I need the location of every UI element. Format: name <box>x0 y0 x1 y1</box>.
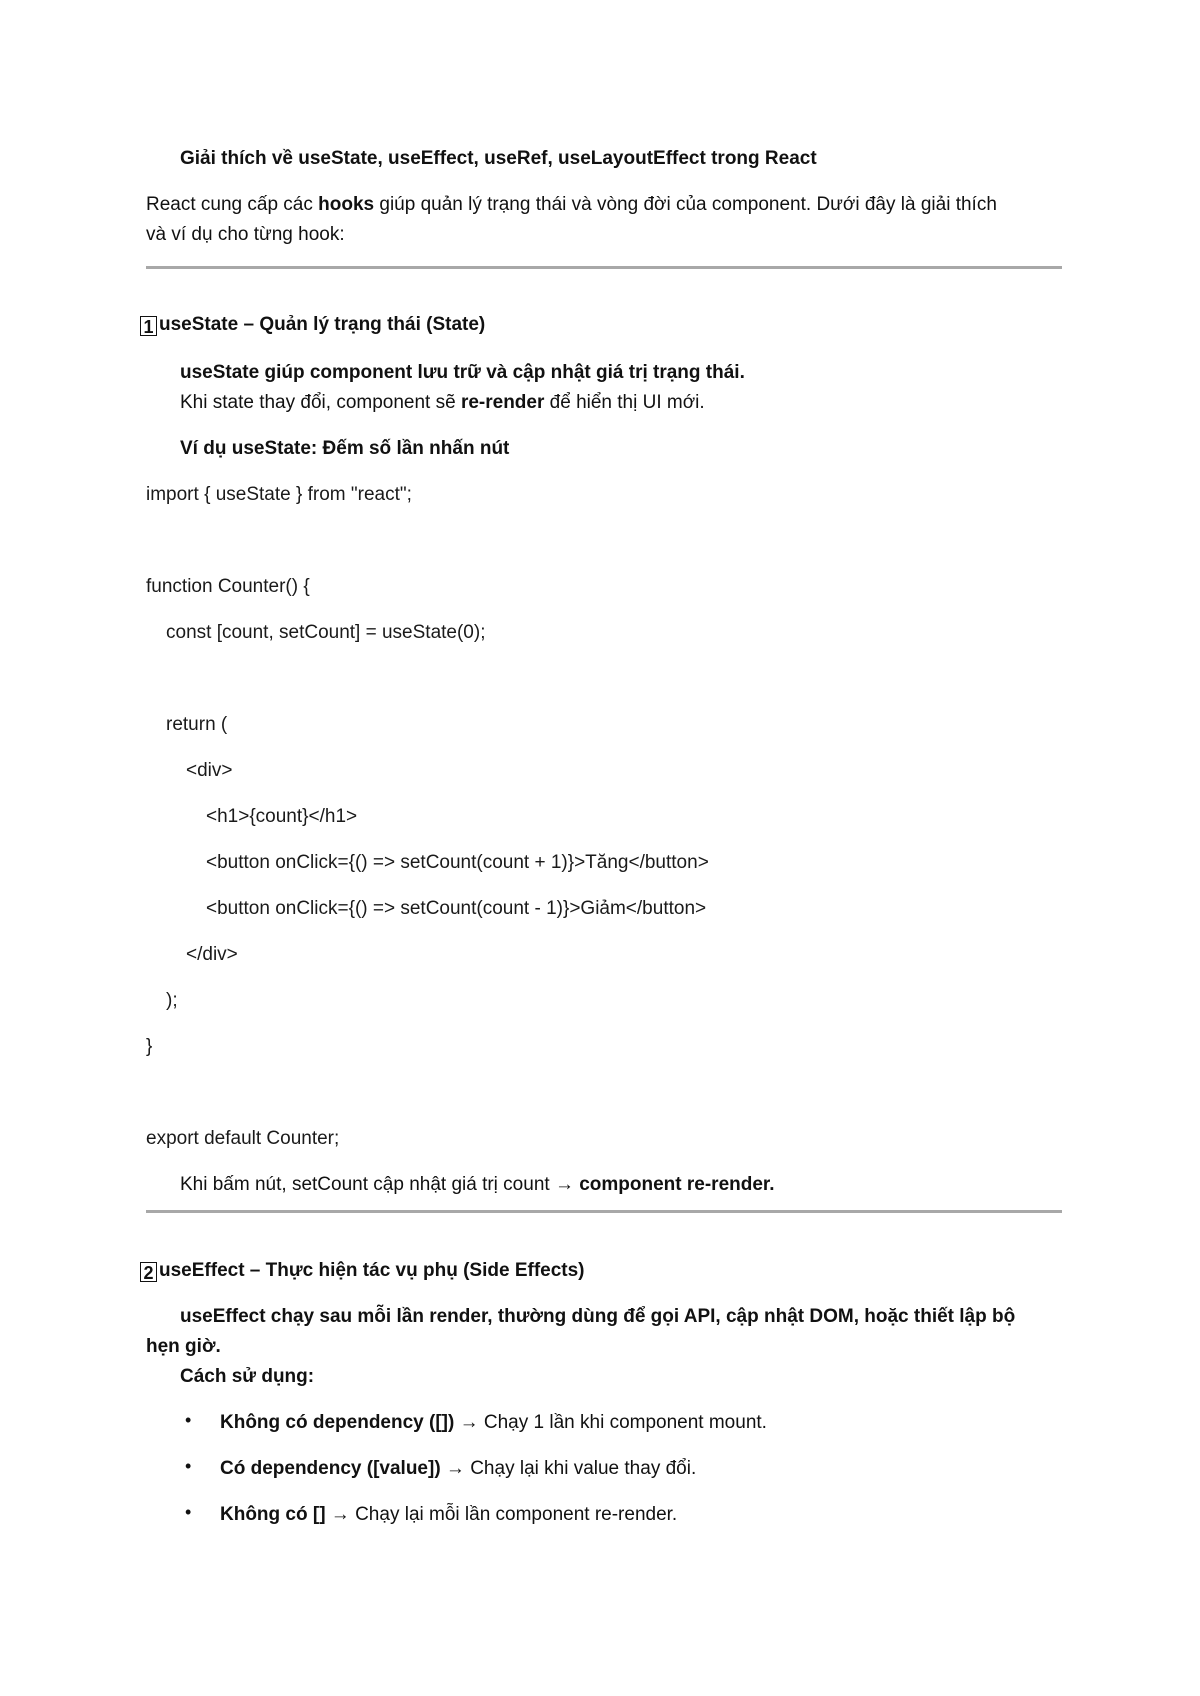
code-line: function Counter() { <box>146 576 310 597</box>
list-item-text: → Chạy lại khi value thay đổi. <box>440 1458 697 1479</box>
divider <box>146 1210 1062 1213</box>
section2-heading <box>140 1260 585 1282</box>
section1-note-pre: Khi bấm nút, setCount cập nhật giá trị count → <box>180 1174 580 1195</box>
section2-lead-line-2: hẹn giờ. <box>146 1336 221 1357</box>
list-item-bold: Có dependency ([value]) <box>220 1458 441 1479</box>
section1-heading <box>140 314 485 336</box>
bullet-icon: • <box>185 1456 192 1476</box>
code-line: ); <box>166 990 178 1011</box>
code-line: </div> <box>186 944 238 965</box>
intro-line-1 <box>146 194 997 216</box>
intro-bold: hooks <box>318 194 375 215</box>
code-line: <div> <box>186 760 233 781</box>
bullet-icon: • <box>185 1410 192 1430</box>
section1-desc <box>180 392 705 414</box>
number-one-keycap-icon: 1 <box>140 316 157 336</box>
code-line: const [count, setCount] = useState(0); <box>166 622 486 643</box>
list-item-text: → Chạy lại mỗi lần component re-render. <box>325 1504 678 1525</box>
usage-title: Cách sử dụng: <box>180 1366 315 1387</box>
code-line: return ( <box>166 714 228 735</box>
example-title: Ví dụ useState: Đếm số lần nhấn nút <box>180 438 510 459</box>
code-line: <h1>{count}</h1> <box>206 806 358 827</box>
section1-lead: useState giúp component lưu trữ và cập nhật giá trị trạng thái. <box>180 362 745 383</box>
document-title: Giải thích về useState, useEffect, useRef, useLayoutEffect trong React <box>180 148 817 169</box>
section1-desc-post: để hiển thị UI mới. <box>544 392 705 413</box>
section1-desc-pre: Khi state thay đổi, component sẽ <box>180 392 461 413</box>
list-item-text: → Chạy 1 lần khi component mount. <box>454 1412 767 1433</box>
intro-pre: React cung cấp các <box>146 194 319 215</box>
section1-desc-bold: re-render <box>460 392 545 413</box>
section2-lead-line-1: useEffect chạy sau mỗi lần render, thường dùng để gọi API, cập nhật DOM, hoặc thiết lập bộ <box>180 1306 1016 1327</box>
code-line: } <box>146 1036 153 1057</box>
code-line: <button onClick={() => setCount(count - 1)}>Giảm</button> <box>206 898 707 919</box>
intro-line-2: và ví dụ cho từng hook: <box>146 224 345 245</box>
intro-post: giúp quản lý trạng thái và vòng đời của component. Dưới đây là giải thích <box>374 194 997 215</box>
list-item-bold: Không có [] <box>220 1504 326 1525</box>
list-item <box>220 1458 696 1480</box>
code-line: import { useState } from "react"; <box>146 484 412 505</box>
bullet-icon: • <box>185 1502 192 1522</box>
number-two-keycap-icon: 2 <box>140 1262 157 1282</box>
section1-note-bold: component re-render. <box>579 1174 775 1195</box>
list-item <box>220 1504 677 1526</box>
divider <box>146 266 1062 269</box>
list-item-bold: Không có dependency ([]) <box>220 1412 455 1433</box>
code-line: <button onClick={() => setCount(count + 1)}>Tăng</button> <box>206 852 709 873</box>
section1-heading-text: useState – Quản lý trạng thái (State) <box>159 314 486 335</box>
code-line: export default Counter; <box>146 1128 340 1149</box>
section1-note <box>180 1174 775 1196</box>
section2-heading-text: useEffect – Thực hiện tác vụ phụ (Side Effects) <box>159 1260 585 1281</box>
list-item <box>220 1412 767 1434</box>
